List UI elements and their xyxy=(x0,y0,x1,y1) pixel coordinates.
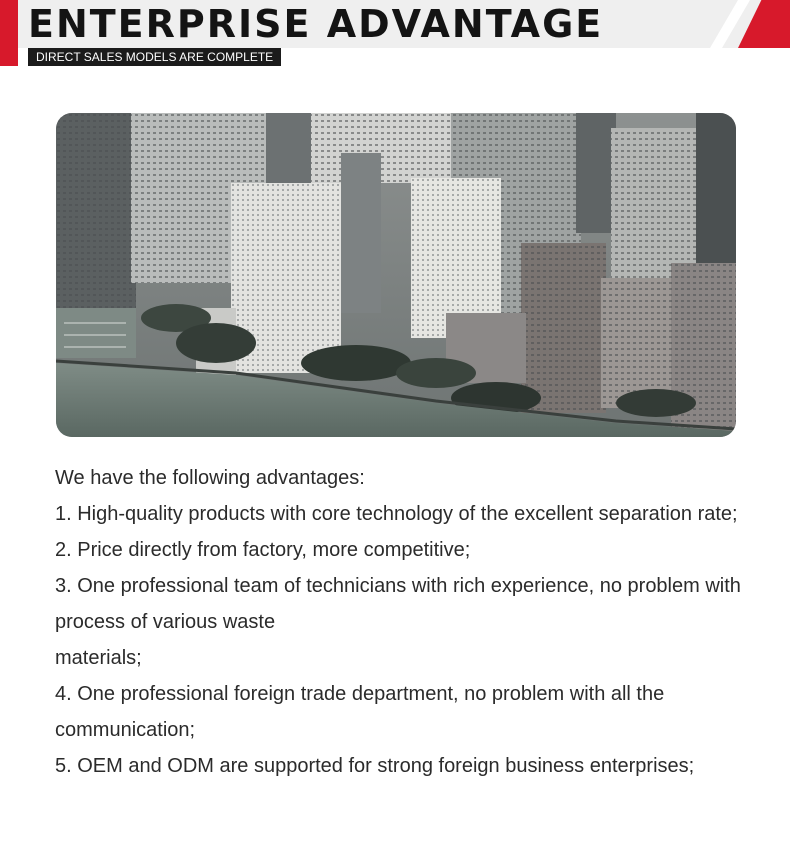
advantage-item: 5. OEM and ODM are supported for strong foreign business enterprises; xyxy=(55,755,695,777)
page-subtitle: DIRECT SALES MODELS ARE COMPLETE xyxy=(28,48,281,66)
advantage-item: 3. One professional team of technicians with rich experience, no problem with process of various waste xyxy=(55,575,741,633)
advantage-item: materials; xyxy=(55,647,142,669)
advantage-item: 4. One professional foreign trade department, no problem with all the communication; xyxy=(55,683,665,741)
page-title: ENTERPRISE ADVANTAGE xyxy=(28,2,604,46)
advantage-item: 1. High-quality products with core technology of the excellent separation rate; xyxy=(55,503,738,525)
advantage-item: 2. Price directly from factory, more competitive; xyxy=(55,539,471,561)
city-skyline-photo xyxy=(56,113,736,437)
advantages-text xyxy=(55,460,745,784)
section-header xyxy=(0,0,790,68)
intro-text: We have the following advantages: xyxy=(55,467,365,489)
accent-bar xyxy=(0,0,18,66)
